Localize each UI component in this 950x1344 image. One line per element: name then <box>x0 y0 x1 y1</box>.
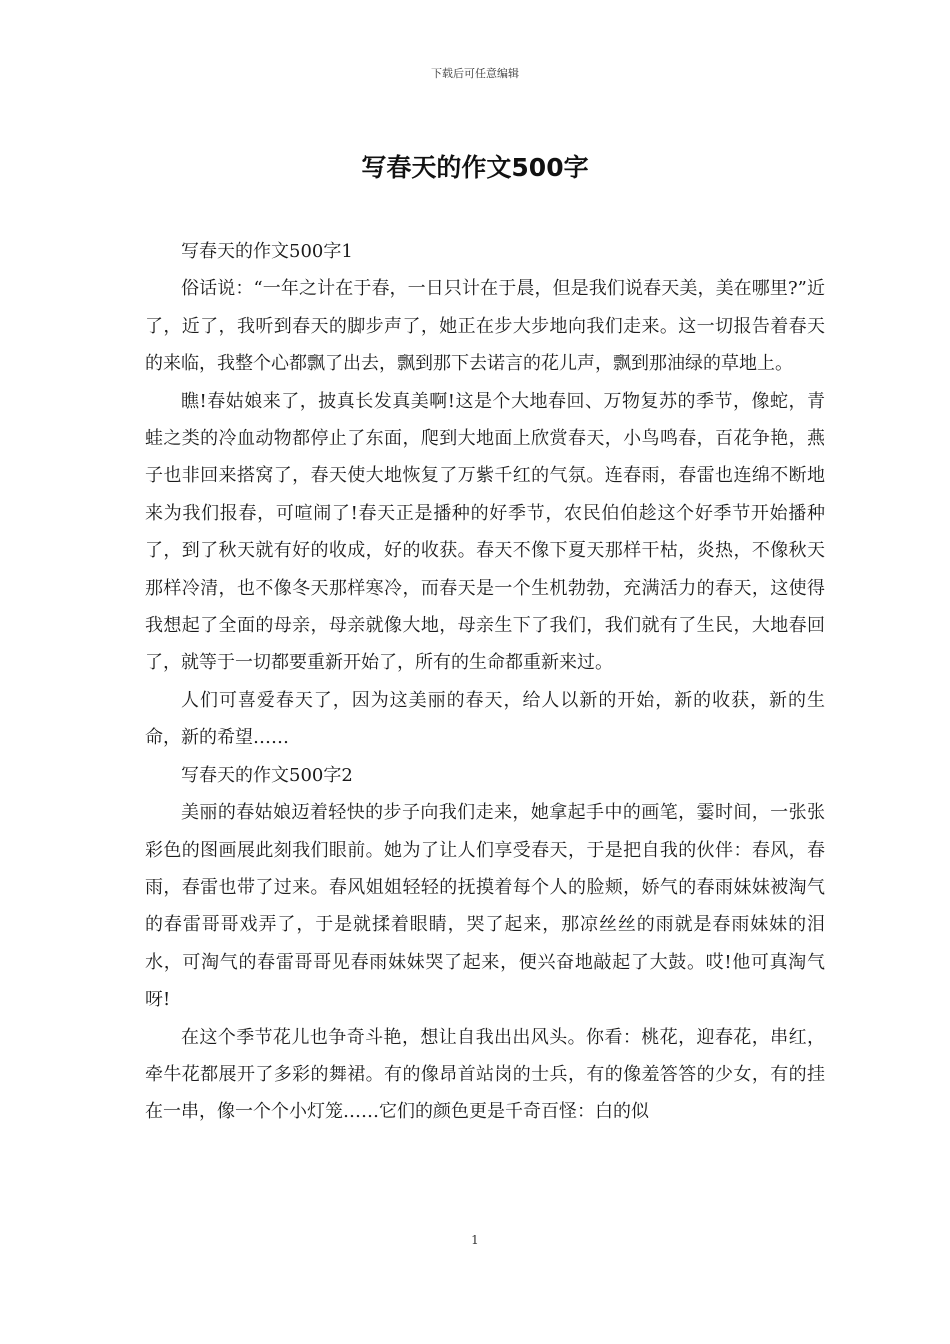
paragraph: 美丽的春姑娘迈着轻快的步子向我们走来，她拿起手中的画笔，霎时间，一张张彩色的图画展此刻我们眼前。她为了让人们享受春天，于是把自我的伙伴：春风，春雨，春雷也带了过来。春风姐姐轻轻的抚摸着每个人的脸颊，娇气的春雨妹妹被淘气的春雷哥哥戏弄了，于是就揉着眼睛，哭了起来，那凉丝丝的雨就是春雨妹妹的泪水，可淘气的春雷哥哥见春雨妹妹哭了起来，便兴奋地敲起了大鼓。哎!他可真淘气呀! <box>145 802 825 1011</box>
section-heading-1: 写春天的作文500字1 <box>181 241 353 262</box>
paragraph: 俗话说：“一年之计在于春，一日只计在于晨，但是我们说春天美，美在哪里?”近了，近了，我听到春天的脚步声了，她正在步大步地向我们走来。这一切报告着春天的来临，我整个心都飘了出去，飘到那下去诺言的花儿声，飘到那油绿的草地上。 <box>145 278 825 375</box>
document-title: 写春天的作文500字 <box>361 153 589 182</box>
section-heading-2: 写春天的作文500字2 <box>181 764 353 786</box>
paragraph: 人们可喜爱春天了，因为这美丽的春天，给人以新的开始，新的收获，新的生命，新的希望…… <box>145 689 825 749</box>
page-header: 下载后可任意编辑 <box>431 67 519 80</box>
document-body <box>145 233 825 1131</box>
page-number: 1 <box>471 1233 479 1247</box>
paragraph: 在这个季节花儿也争奇斗艳，想让自我出出风头。你看：桃花，迎春花，串红，牵牛花都展开了多彩的舞裙。有的像昂首站岗的士兵，有的像羞答答的少女，有的挂在一串，像一个个小灯笼……它们的颜色更是千奇百怪：白的似 <box>145 1026 825 1123</box>
paragraph: 瞧!春姑娘来了，披真长发真美啊!这是个大地春回、万物复苏的季节，像蛇，青蛙之类的冷血动物都停止了东面，爬到大地面上欣赏春天，小鸟鸣春，百花争艳，燕子也非回来搭窝了，春天使大地恢复了万紫千红的气氛。连春雨，春雷也连绵不断地来为我们报春，可喧闹了!春天正是播种的好季节，农民伯伯趁这个好季节开始播种了，到了秋天就有好的收成，好的收获。春天不像下夏天那样干枯，炎热，不像秋天那样冷清，也不像冬天那样寒冷，而春天是一个生机勃勃，充满活力的春天，这使得我想起了全面的母亲，母亲就像大地，母亲生下了我们，我们就有了生民，大地春回了，就等于一切都要重新开始了，所有的生命都重新来过。 <box>145 390 825 674</box>
